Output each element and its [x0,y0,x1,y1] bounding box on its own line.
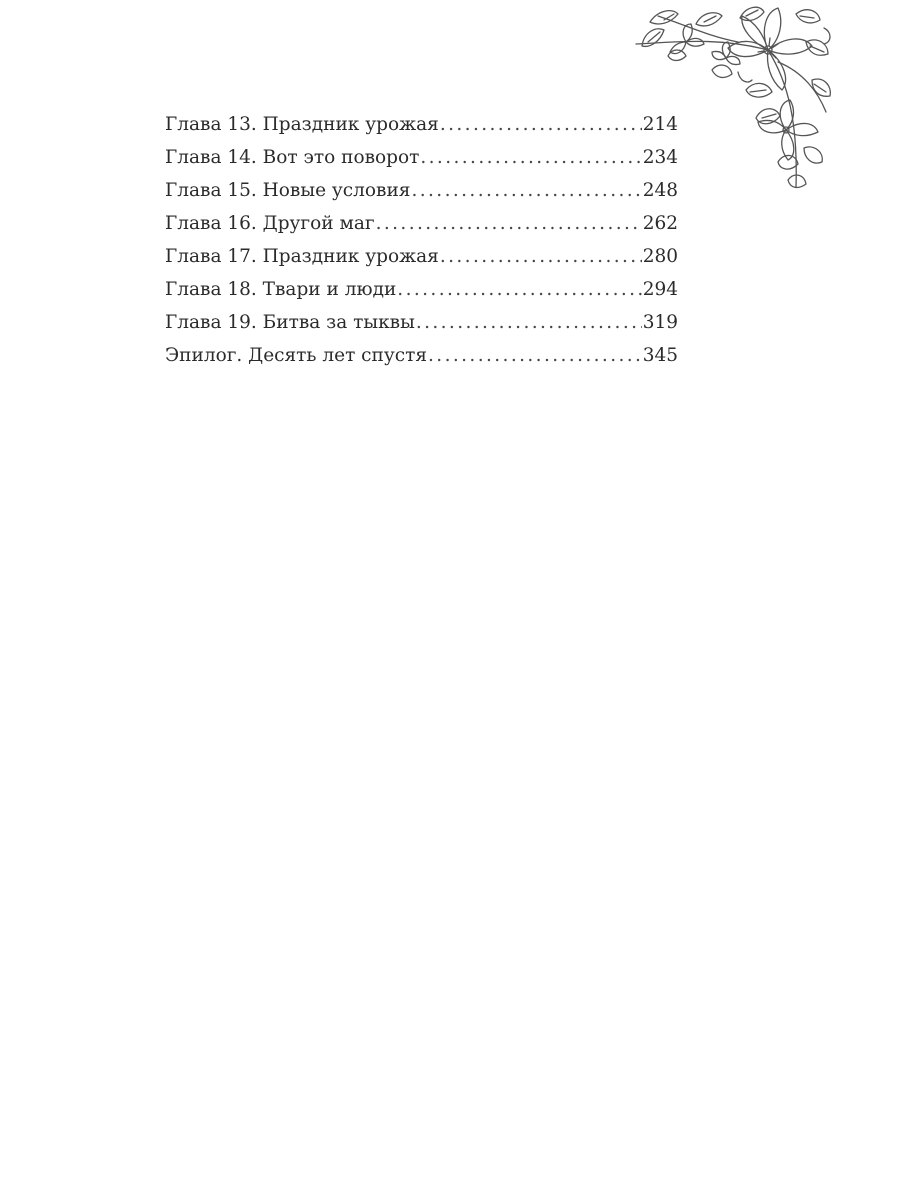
toc-dot-leader [397,273,641,306]
toc-entry-title: Глава 19. Битва за тыквы [165,312,415,333]
toc-entry-page: 280 [642,246,678,267]
toc-dot-leader [440,108,642,141]
toc-dot-leader [428,339,642,372]
toc-entry-title: Глава 15. Новые условия [165,180,411,201]
toc-entry-title: Глава 18. Твари и люди [165,279,397,300]
toc-entry-page: 319 [642,312,678,333]
toc-dot-leader [416,306,642,339]
toc-entry-title: Глава 16. Другой маг [165,213,375,234]
table-of-contents [165,108,678,372]
toc-dot-leader [420,141,641,174]
toc-entry-page: 214 [642,114,678,135]
toc-entry-title: Глава 14. Вот это поворот [165,147,420,168]
toc-entry[interactable] [165,174,678,207]
toc-entry-page: 262 [642,213,678,234]
toc-entry-title: Эпилог. Десять лет спустя [165,345,428,366]
toc-entry[interactable] [165,207,678,240]
toc-dot-leader [411,174,641,207]
toc-entry[interactable] [165,273,678,306]
toc-entry-title: Глава 17. Праздник урожая [165,246,439,267]
toc-entry-page: 294 [642,279,678,300]
toc-dot-leader [376,207,642,240]
toc-entry[interactable] [165,306,678,339]
toc-entry-title: Глава 13. Праздник урожая [165,114,439,135]
toc-entry[interactable] [165,108,678,141]
toc-entry[interactable] [165,339,678,372]
toc-entry-page: 345 [642,345,678,366]
toc-entry-page: 248 [642,180,678,201]
toc-entry[interactable] [165,240,678,273]
toc-dot-leader [440,240,642,273]
toc-entry-page: 234 [642,147,678,168]
toc-entry[interactable] [165,141,678,174]
